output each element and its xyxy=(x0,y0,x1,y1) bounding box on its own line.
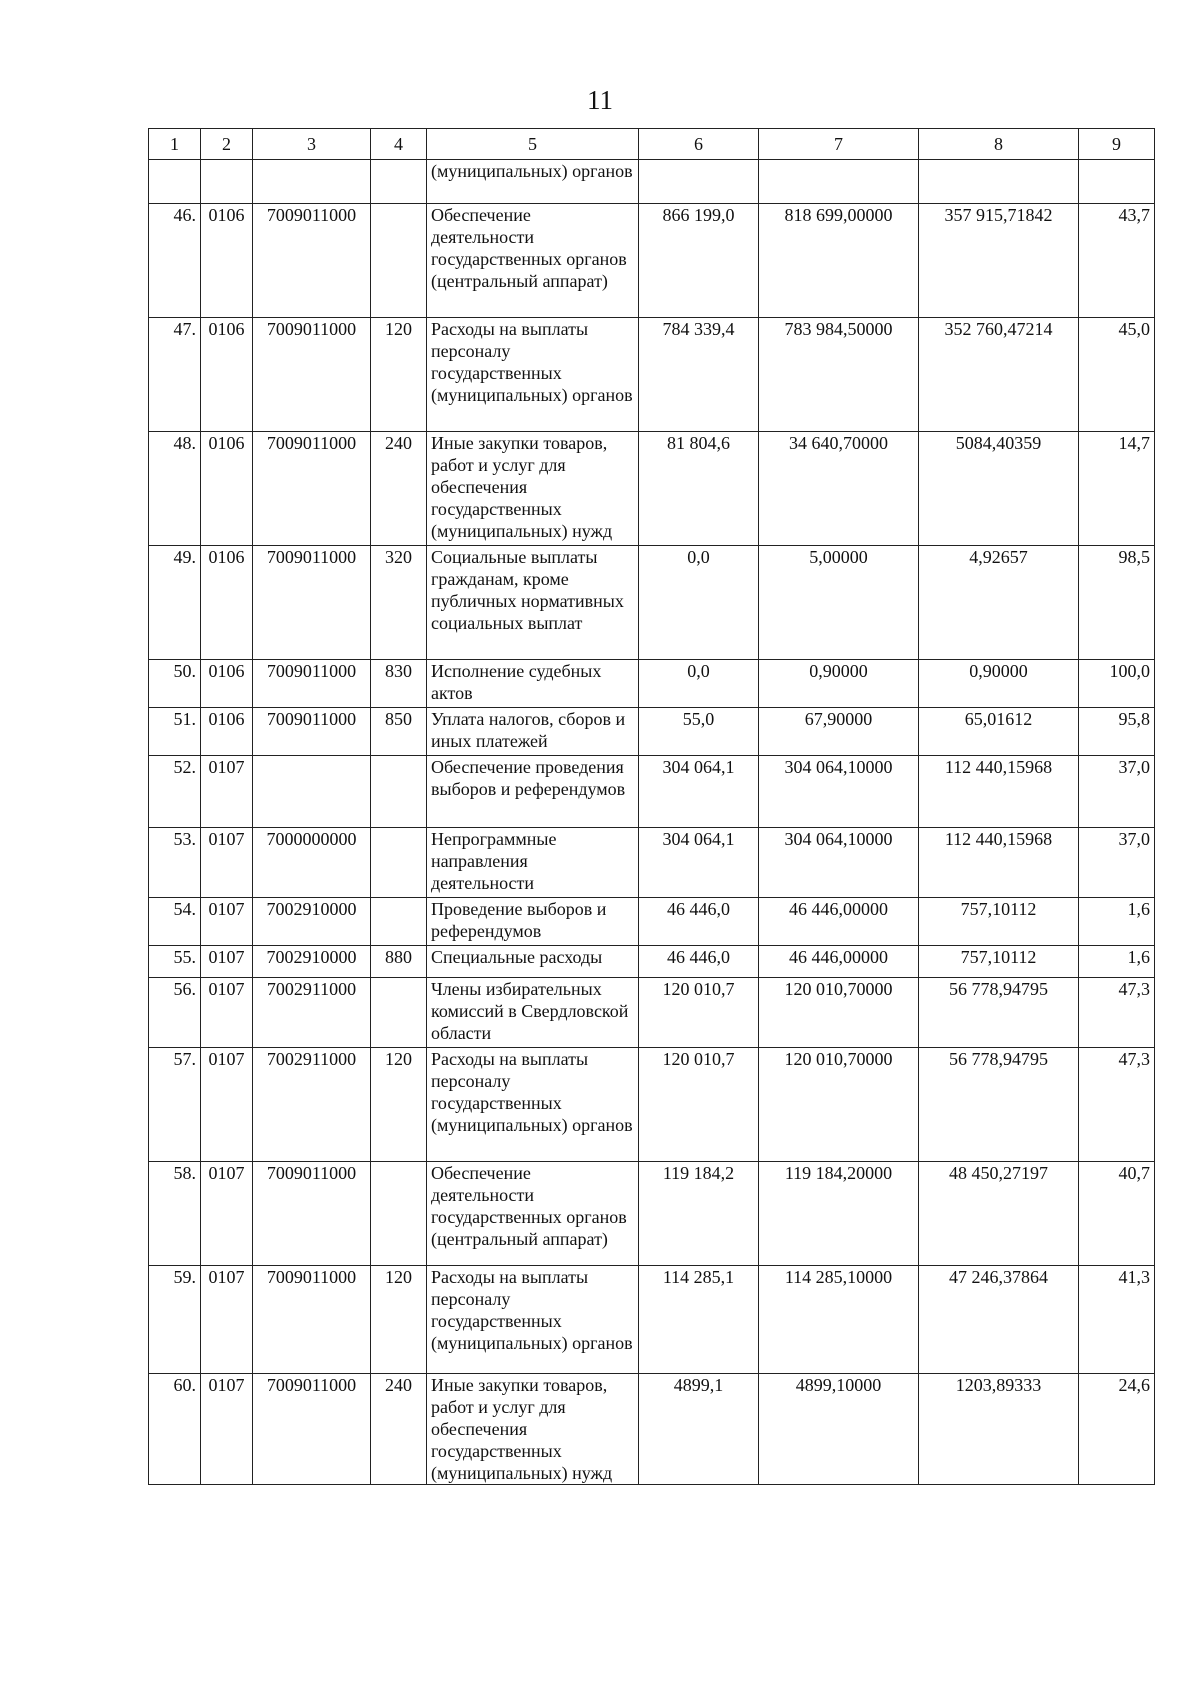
table-row xyxy=(149,1374,1155,1485)
value-col8-cell: 757,10112 xyxy=(919,898,1079,946)
row-number-cell: 58. xyxy=(149,1162,201,1266)
header-cell-col9: 9 xyxy=(1079,129,1155,160)
target-article-cell: 7002910000 xyxy=(253,946,371,978)
table-row xyxy=(149,546,1155,660)
section-code-cell: 0107 xyxy=(201,1266,253,1374)
value-col8-cell: 5084,40359 xyxy=(919,432,1079,546)
expense-type-cell xyxy=(371,160,427,204)
percent-cell: 37,0 xyxy=(1079,828,1155,898)
target-article-cell: 7009011000 xyxy=(253,708,371,756)
percent-cell: 47,3 xyxy=(1079,1048,1155,1162)
expense-type-cell: 120 xyxy=(371,1266,427,1374)
expense-type-cell: 880 xyxy=(371,946,427,978)
table-row xyxy=(149,432,1155,546)
header-cell-col5: 5 xyxy=(427,129,639,160)
item-name-cell: Проведение выборов и референдумов xyxy=(427,898,639,946)
item-name-cell: Непрограммные направления деятельности xyxy=(427,828,639,898)
percent-cell: 43,7 xyxy=(1079,204,1155,318)
expense-type-cell xyxy=(371,828,427,898)
value-col7-cell: 46 446,00000 xyxy=(759,898,919,946)
target-article-cell: 7002910000 xyxy=(253,898,371,946)
value-col7-cell: 5,00000 xyxy=(759,546,919,660)
value-col6-cell: 120 010,7 xyxy=(639,978,759,1048)
row-number-cell: 48. xyxy=(149,432,201,546)
table-row xyxy=(149,756,1155,828)
percent-cell: 40,7 xyxy=(1079,1162,1155,1266)
item-name-cell: Обеспечение деятельности государственных органов (центральный аппарат) xyxy=(427,204,639,318)
value-col7-cell: 818 699,00000 xyxy=(759,204,919,318)
value-col7-cell: 119 184,20000 xyxy=(759,1162,919,1266)
value-col8-cell: 357 915,71842 xyxy=(919,204,1079,318)
value-col8-cell: 112 440,15968 xyxy=(919,756,1079,828)
row-number-cell: 59. xyxy=(149,1266,201,1374)
item-name-cell: Расходы на выплаты персоналу государственных (муниципальных) органов xyxy=(427,318,639,432)
table-row xyxy=(149,160,1155,204)
value-col6-cell: 120 010,7 xyxy=(639,1048,759,1162)
value-col8-cell xyxy=(919,160,1079,204)
expense-type-cell: 120 xyxy=(371,318,427,432)
page-number: 11 xyxy=(587,85,613,115)
target-article-cell xyxy=(253,160,371,204)
table-row xyxy=(149,978,1155,1048)
table-row xyxy=(149,946,1155,978)
value-col7-cell: 46 446,00000 xyxy=(759,946,919,978)
value-col6-cell: 114 285,1 xyxy=(639,1266,759,1374)
value-col7-cell: 120 010,70000 xyxy=(759,978,919,1048)
section-code-cell xyxy=(201,160,253,204)
table-row xyxy=(149,660,1155,708)
value-col8-cell: 47 246,37864 xyxy=(919,1266,1079,1374)
target-article-cell xyxy=(253,756,371,828)
target-article-cell: 7009011000 xyxy=(253,204,371,318)
section-code-cell: 0106 xyxy=(201,204,253,318)
header-cell-col3: 3 xyxy=(253,129,371,160)
section-code-cell: 0107 xyxy=(201,1374,253,1485)
table-row xyxy=(149,828,1155,898)
item-name-cell: Обеспечение деятельности государственных органов (центральный аппарат) xyxy=(427,1162,639,1266)
value-col6-cell: 81 804,6 xyxy=(639,432,759,546)
value-col6-cell xyxy=(639,160,759,204)
expense-type-cell xyxy=(371,1162,427,1266)
section-code-cell: 0106 xyxy=(201,318,253,432)
header-cell-col7: 7 xyxy=(759,129,919,160)
header-cell-col1: 1 xyxy=(149,129,201,160)
expense-type-cell: 120 xyxy=(371,1048,427,1162)
value-col6-cell: 46 446,0 xyxy=(639,946,759,978)
target-article-cell: 7009011000 xyxy=(253,546,371,660)
section-code-cell: 0106 xyxy=(201,660,253,708)
table-row xyxy=(149,318,1155,432)
percent-cell: 1,6 xyxy=(1079,898,1155,946)
header-cell-col4: 4 xyxy=(371,129,427,160)
target-article-cell: 7002911000 xyxy=(253,978,371,1048)
value-col8-cell: 4,92657 xyxy=(919,546,1079,660)
value-col7-cell: 114 285,10000 xyxy=(759,1266,919,1374)
target-article-cell: 7009011000 xyxy=(253,1266,371,1374)
value-col8-cell: 352 760,47214 xyxy=(919,318,1079,432)
value-col7-cell: 67,90000 xyxy=(759,708,919,756)
expense-type-cell: 240 xyxy=(371,1374,427,1485)
percent-cell: 37,0 xyxy=(1079,756,1155,828)
row-number-cell: 52. xyxy=(149,756,201,828)
section-code-cell: 0106 xyxy=(201,546,253,660)
header-cell-col2: 2 xyxy=(201,129,253,160)
value-col6-cell: 4899,1 xyxy=(639,1374,759,1485)
table-header xyxy=(149,129,1155,160)
target-article-cell: 7009011000 xyxy=(253,1374,371,1485)
item-name-cell: Специальные расходы xyxy=(427,946,639,978)
row-number-cell xyxy=(149,160,201,204)
expense-type-cell: 320 xyxy=(371,546,427,660)
table-row xyxy=(149,1266,1155,1374)
expense-type-cell: 830 xyxy=(371,660,427,708)
value-col6-cell: 304 064,1 xyxy=(639,828,759,898)
table-row xyxy=(149,708,1155,756)
target-article-cell: 7009011000 xyxy=(253,660,371,708)
section-code-cell: 0107 xyxy=(201,898,253,946)
section-code-cell: 0107 xyxy=(201,1048,253,1162)
value-col6-cell: 304 064,1 xyxy=(639,756,759,828)
expense-type-cell: 850 xyxy=(371,708,427,756)
table-row xyxy=(149,204,1155,318)
item-name-cell: Обеспечение проведения выборов и референдумов xyxy=(427,756,639,828)
item-name-cell: Исполнение судебных актов xyxy=(427,660,639,708)
percent-cell: 95,8 xyxy=(1079,708,1155,756)
row-number-cell: 55. xyxy=(149,946,201,978)
item-name-cell: (муниципальных) органов xyxy=(427,160,639,204)
row-number-cell: 53. xyxy=(149,828,201,898)
item-name-cell: Иные закупки товаров, работ и услуг для обеспечения государственных (муниципальных) нужд xyxy=(427,432,639,546)
value-col7-cell: 304 064,10000 xyxy=(759,756,919,828)
value-col7-cell: 34 640,70000 xyxy=(759,432,919,546)
value-col8-cell: 112 440,15968 xyxy=(919,828,1079,898)
target-article-cell: 7009011000 xyxy=(253,1162,371,1266)
section-code-cell: 0106 xyxy=(201,432,253,546)
row-number-cell: 47. xyxy=(149,318,201,432)
value-col8-cell: 65,01612 xyxy=(919,708,1079,756)
value-col6-cell: 55,0 xyxy=(639,708,759,756)
value-col6-cell: 46 446,0 xyxy=(639,898,759,946)
value-col8-cell: 48 450,27197 xyxy=(919,1162,1079,1266)
section-code-cell: 0107 xyxy=(201,1162,253,1266)
value-col8-cell: 56 778,94795 xyxy=(919,978,1079,1048)
value-col8-cell: 1203,89333 xyxy=(919,1374,1079,1485)
target-article-cell: 7009011000 xyxy=(253,432,371,546)
value-col7-cell: 304 064,10000 xyxy=(759,828,919,898)
section-code-cell: 0107 xyxy=(201,978,253,1048)
row-number-cell: 56. xyxy=(149,978,201,1048)
expense-type-cell xyxy=(371,898,427,946)
table-body xyxy=(149,160,1155,1485)
section-code-cell: 0107 xyxy=(201,756,253,828)
value-col6-cell: 784 339,4 xyxy=(639,318,759,432)
row-number-cell: 49. xyxy=(149,546,201,660)
value-col6-cell: 0,0 xyxy=(639,546,759,660)
budget-table xyxy=(148,128,1155,1485)
value-col7-cell: 0,90000 xyxy=(759,660,919,708)
section-code-cell: 0107 xyxy=(201,828,253,898)
value-col7-cell: 4899,10000 xyxy=(759,1374,919,1485)
value-col7-cell: 120 010,70000 xyxy=(759,1048,919,1162)
expense-type-cell xyxy=(371,978,427,1048)
row-number-cell: 46. xyxy=(149,204,201,318)
target-article-cell: 7000000000 xyxy=(253,828,371,898)
table-row xyxy=(149,1162,1155,1266)
value-col6-cell: 119 184,2 xyxy=(639,1162,759,1266)
value-col6-cell: 866 199,0 xyxy=(639,204,759,318)
section-code-cell: 0106 xyxy=(201,708,253,756)
percent-cell xyxy=(1079,160,1155,204)
percent-cell: 98,5 xyxy=(1079,546,1155,660)
percent-cell: 41,3 xyxy=(1079,1266,1155,1374)
value-col6-cell: 0,0 xyxy=(639,660,759,708)
value-col7-cell: 783 984,50000 xyxy=(759,318,919,432)
expense-type-cell xyxy=(371,204,427,318)
section-code-cell: 0107 xyxy=(201,946,253,978)
value-col7-cell xyxy=(759,160,919,204)
percent-cell: 1,6 xyxy=(1079,946,1155,978)
item-name-cell: Уплата налогов, сборов и иных платежей xyxy=(427,708,639,756)
percent-cell: 47,3 xyxy=(1079,978,1155,1048)
table-row xyxy=(149,1048,1155,1162)
target-article-cell: 7009011000 xyxy=(253,318,371,432)
percent-cell: 45,0 xyxy=(1079,318,1155,432)
header-row xyxy=(149,129,1155,160)
value-col8-cell: 56 778,94795 xyxy=(919,1048,1079,1162)
row-number-cell: 60. xyxy=(149,1374,201,1485)
row-number-cell: 54. xyxy=(149,898,201,946)
expense-type-cell xyxy=(371,756,427,828)
expense-type-cell: 240 xyxy=(371,432,427,546)
percent-cell: 24,6 xyxy=(1079,1374,1155,1485)
percent-cell: 14,7 xyxy=(1079,432,1155,546)
row-number-cell: 50. xyxy=(149,660,201,708)
value-col8-cell: 0,90000 xyxy=(919,660,1079,708)
value-col8-cell: 757,10112 xyxy=(919,946,1079,978)
row-number-cell: 51. xyxy=(149,708,201,756)
item-name-cell: Иные закупки товаров, работ и услуг для обеспечения государственных (муниципальных) нужд xyxy=(427,1374,639,1485)
header-cell-col6: 6 xyxy=(639,129,759,160)
header-cell-col8: 8 xyxy=(919,129,1079,160)
table-row xyxy=(149,898,1155,946)
item-name-cell: Расходы на выплаты персоналу государственных (муниципальных) органов xyxy=(427,1048,639,1162)
percent-cell: 100,0 xyxy=(1079,660,1155,708)
target-article-cell: 7002911000 xyxy=(253,1048,371,1162)
item-name-cell: Социальные выплаты гражданам, кроме публичных нормативных социальных выплат xyxy=(427,546,639,660)
item-name-cell: Члены избирательных комиссий в Свердловской области xyxy=(427,978,639,1048)
item-name-cell: Расходы на выплаты персоналу государственных (муниципальных) органов xyxy=(427,1266,639,1374)
row-number-cell: 57. xyxy=(149,1048,201,1162)
